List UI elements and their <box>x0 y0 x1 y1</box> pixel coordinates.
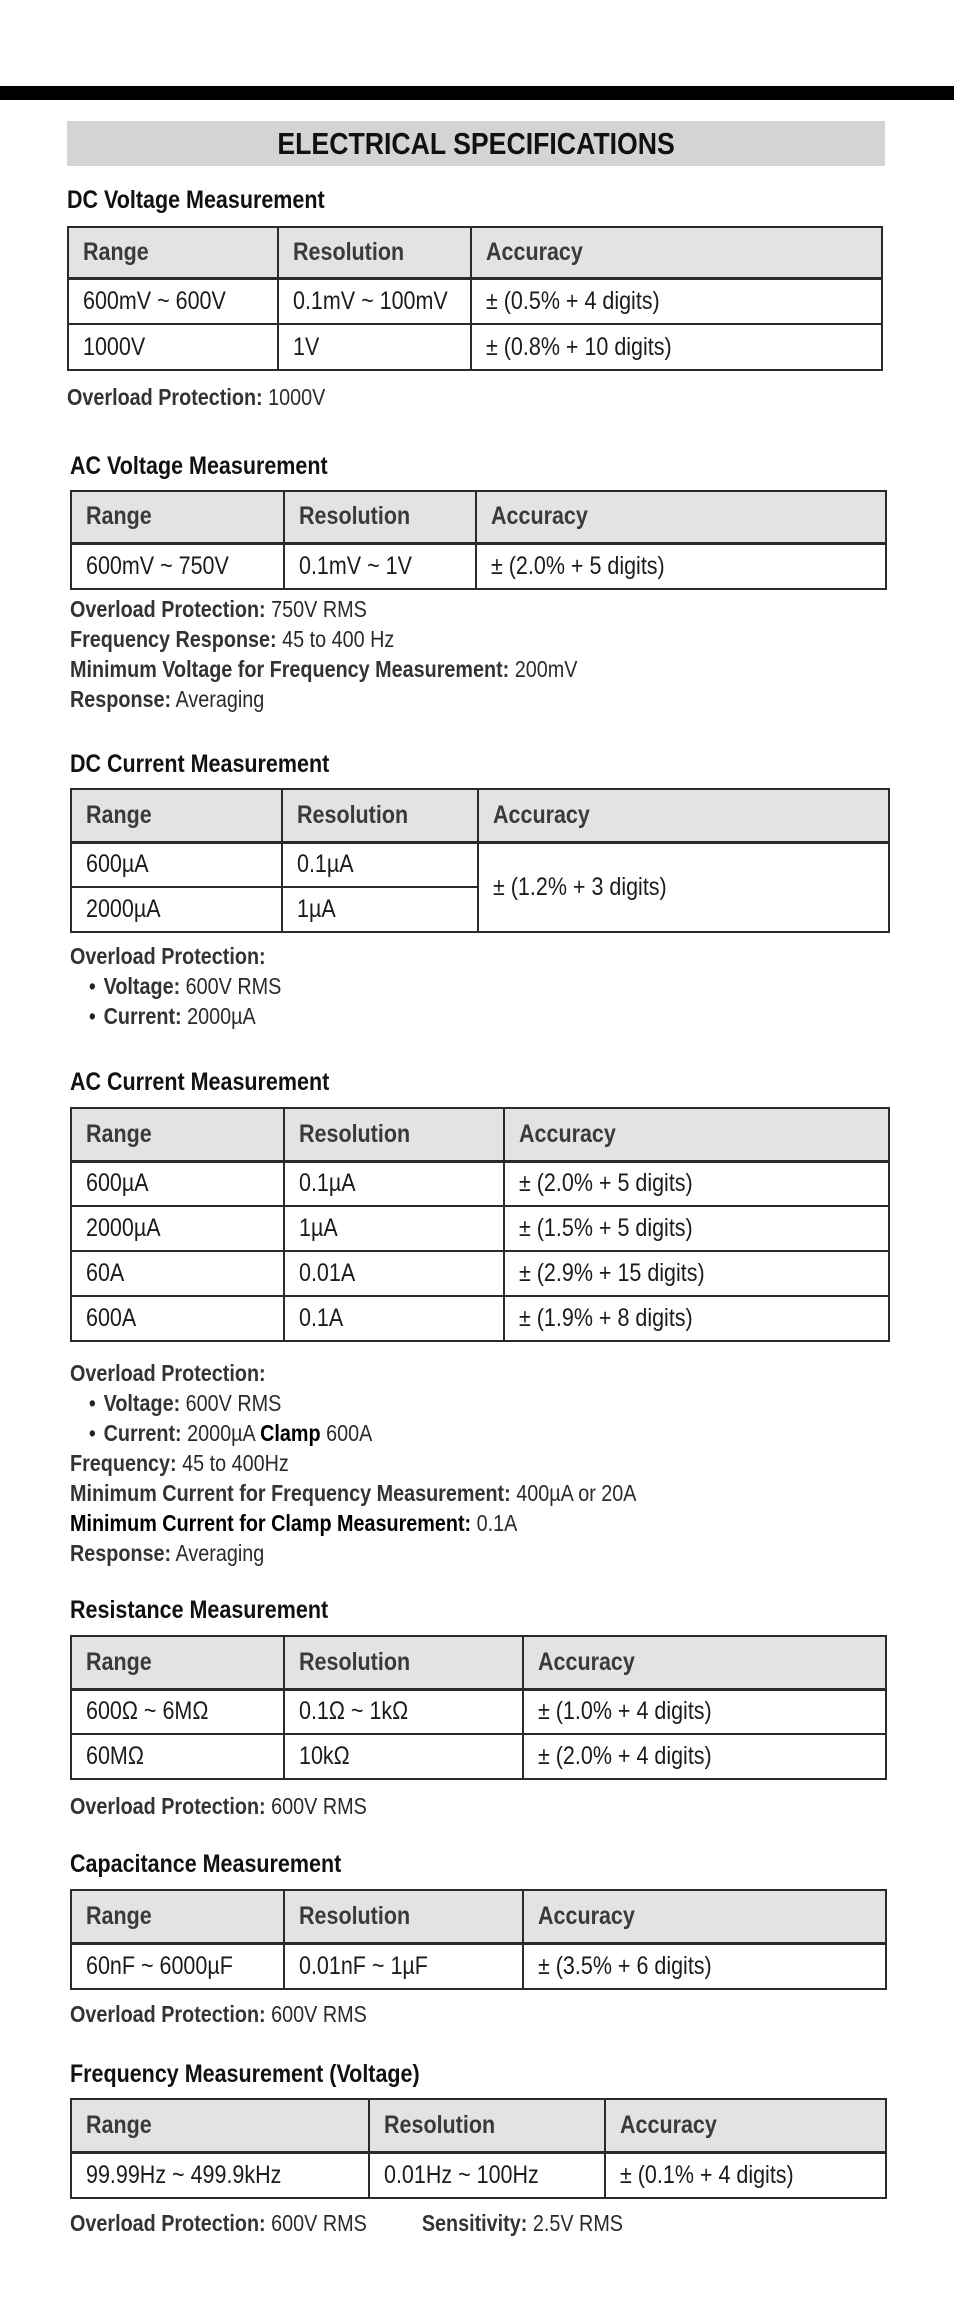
header-cell: Resolution <box>284 1890 523 1943</box>
table-cell: 1000V <box>68 324 278 370</box>
header-cell: Resolution <box>282 789 478 842</box>
table-cell: 0.1Ω ~ 1kΩ <box>284 1689 523 1734</box>
table-row <box>71 1251 889 1296</box>
section-heading: Resistance Measurement <box>70 1596 329 1624</box>
table-cell: ± (1.9% + 8 digits) <box>504 1296 889 1341</box>
ac-current-notes: Overload Protection: • Voltage: 600V RMS • Current: 2000µA Clamp 600A Frequency: 45 to 400Hz Minimum Current for Frequency Measurement: 400µA or 20A Minimum Current for Clamp Measurement: 0.1A Response: Averaging <box>70 1358 729 1568</box>
table-cell: 2000µA <box>71 887 282 932</box>
table-cell: 600mV ~ 600V <box>68 278 278 324</box>
header-cell: Accuracy <box>523 1636 886 1689</box>
table-header-row <box>68 227 882 278</box>
header-cell: Accuracy <box>471 227 882 278</box>
table-cell: ± (2.9% + 15 digits) <box>504 1251 889 1296</box>
section-heading: Capacitance Measurement <box>70 1850 342 1878</box>
ac-voltage-table <box>70 490 887 590</box>
header-cell: Range <box>71 1108 284 1161</box>
table-header-row <box>71 491 886 543</box>
ac-voltage-notes: Overload Protection: 750V RMS Frequency Response: 45 to 400 Hz Minimum Voltage for Frequency Measurement: 200mV Response: Averaging <box>70 596 578 712</box>
header-cell: Range <box>71 789 282 842</box>
table-header-row <box>71 1890 886 1943</box>
table-cell: 2000µA <box>71 1206 284 1251</box>
table-cell: 60A <box>71 1251 284 1296</box>
table-cell: ± (2.0% + 5 digits) <box>476 543 886 589</box>
table-cell: 60MΩ <box>71 1734 284 1779</box>
page-title: ELECTRICAL SPECIFICATIONS <box>67 121 885 166</box>
table-cell: 99.99Hz ~ 499.9kHz <box>71 2152 369 2198</box>
header-cell: Range <box>71 1636 284 1689</box>
table-header-row <box>71 1636 886 1689</box>
table-cell: 600µA <box>71 842 282 887</box>
table-row <box>71 543 886 589</box>
section-heading: AC Voltage Measurement <box>70 452 328 480</box>
table-row <box>71 842 889 887</box>
table-cell: 1µA <box>282 887 478 932</box>
frequency-table <box>70 2098 887 2199</box>
table-row <box>71 1161 889 1206</box>
table-cell: ± (1.0% + 4 digits) <box>523 1689 886 1734</box>
capacitance-notes: Overload Protection: 600V RMS <box>70 2001 367 2027</box>
header-cell: Accuracy <box>478 789 889 842</box>
capacitance-table <box>70 1889 887 1990</box>
table-cell: 600Ω ~ 6MΩ <box>71 1689 284 1734</box>
ac-current-table <box>70 1107 890 1342</box>
table-cell: 1µA <box>284 1206 504 1251</box>
table-cell: 60nF ~ 6000µF <box>71 1943 284 1989</box>
resistance-notes: Overload Protection: 600V RMS <box>70 1793 367 1819</box>
frequency-notes: Overload Protection: 600V RMS Sensitivity: 2.5V RMS <box>70 2210 624 2236</box>
header-cell: Accuracy <box>523 1890 886 1943</box>
top-rule <box>0 86 954 100</box>
table-cell: 0.1mV ~ 1V <box>284 543 476 589</box>
table-header-row <box>71 1108 889 1161</box>
table-cell: 0.1µA <box>282 842 478 887</box>
section-heading: Frequency Measurement (Voltage) <box>70 2060 420 2088</box>
table-cell: ± (2.0% + 5 digits) <box>504 1161 889 1206</box>
header-cell: Range <box>71 491 284 543</box>
table-row <box>71 1689 886 1734</box>
table-cell: 0.1µA <box>284 1161 504 1206</box>
header-cell: Resolution <box>369 2099 605 2152</box>
table-row <box>68 324 882 370</box>
table-cell: 0.01A <box>284 1251 504 1296</box>
header-cell: Accuracy <box>476 491 886 543</box>
table-cell: ± (3.5% + 6 digits) <box>523 1943 886 1989</box>
table-cell: 600mV ~ 750V <box>71 543 284 589</box>
resistance-table <box>70 1635 887 1780</box>
table-cell-accuracy: ± (1.2% + 3 digits) <box>478 842 889 932</box>
header-cell: Resolution <box>284 491 476 543</box>
table-row <box>71 1734 886 1779</box>
table-cell: 0.1A <box>284 1296 504 1341</box>
header-cell: Resolution <box>284 1108 504 1161</box>
dc-current-notes: Overload Protection: • Voltage: 600V RMS • Current: 2000µA <box>70 941 316 1031</box>
header-cell: Accuracy <box>605 2099 886 2152</box>
header-cell: Range <box>71 1890 284 1943</box>
header-cell: Resolution <box>278 227 471 278</box>
header-cell: Resolution <box>284 1636 523 1689</box>
table-cell: ± (0.1% + 4 digits) <box>605 2152 886 2198</box>
table-cell: 0.01Hz ~ 100Hz <box>369 2152 605 2198</box>
table-cell: 0.1mV ~ 100mV <box>278 278 471 324</box>
table-row <box>71 1943 886 1989</box>
table-cell: ± (0.5% + 4 digits) <box>471 278 882 324</box>
table-cell: ± (1.5% + 5 digits) <box>504 1206 889 1251</box>
header-cell: Range <box>68 227 278 278</box>
table-cell: 1V <box>278 324 471 370</box>
table-cell: 0.01nF ~ 1µF <box>284 1943 523 1989</box>
dc-current-table <box>70 788 890 933</box>
table-row <box>71 1296 889 1341</box>
table-header-row <box>71 789 889 842</box>
dc-voltage-table <box>67 226 883 371</box>
table-header-row <box>71 2099 886 2152</box>
table-cell: 10kΩ <box>284 1734 523 1779</box>
table-row <box>71 1206 889 1251</box>
dc-voltage-notes: Overload Protection: 1000V <box>67 384 326 410</box>
table-cell: 600µA <box>71 1161 284 1206</box>
table-row <box>68 278 882 324</box>
section-heading: DC Current Measurement <box>70 750 330 778</box>
table-cell: 600A <box>71 1296 284 1341</box>
table-cell: ± (0.8% + 10 digits) <box>471 324 882 370</box>
header-cell: Accuracy <box>504 1108 889 1161</box>
section-heading: AC Current Measurement <box>70 1068 330 1096</box>
header-cell: Range <box>71 2099 369 2152</box>
section-heading: DC Voltage Measurement <box>67 186 325 214</box>
table-row <box>71 2152 886 2198</box>
table-cell: ± (2.0% + 4 digits) <box>523 1734 886 1779</box>
